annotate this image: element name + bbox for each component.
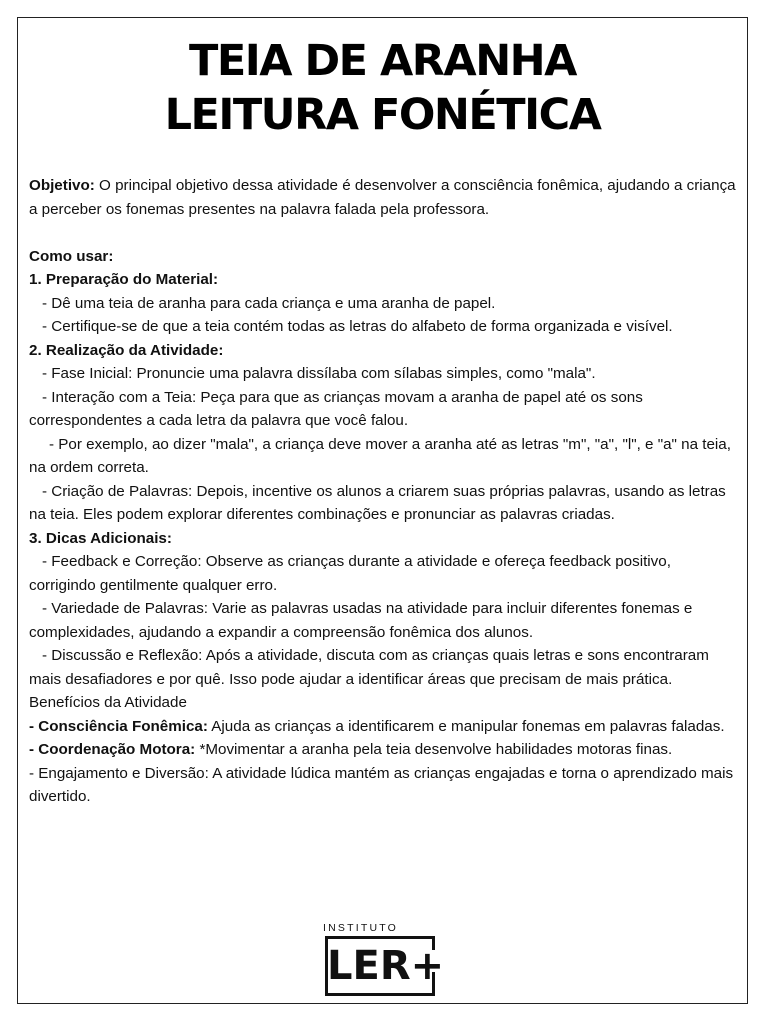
objective-text: O principal objetivo dessa atividade é desenvolver a consciência fonêmica, ajudando a criança a perceber os fonemas presentes na palavra falada pela professora. xyxy=(29,177,736,218)
list-item: - Por exemplo, ao dizer "mala", a criança deve mover a aranha até as letras "m", "a", "l", e "a" na teia, na ordem correta. xyxy=(29,435,731,476)
section-1-heading-text: 1. Preparação do Material: xyxy=(29,271,219,288)
benefit-item-engagement: - Engajamento e Diversão: A atividade lúdica mantém as crianças engajadas e torna o aprendizado mais divertido. xyxy=(29,764,734,805)
benefit-text: *Movimentar a aranha pela teia desenvolve habilidades motoras finas. xyxy=(195,741,673,758)
title-line-2: LEITURA FONÉTICA xyxy=(164,90,601,140)
list-item: - Interação com a Teia: Peça para que as crianças movam a aranha de papel até os sons correspondentes a cada letra da palavra que você falou. xyxy=(29,388,643,429)
section-3-heading xyxy=(29,527,741,551)
logo-label: INSTITUTO xyxy=(323,922,399,934)
instituto-ler-logo xyxy=(323,922,447,1000)
benefit-label: - Consciência Fonêmica: xyxy=(29,717,208,735)
title-line-1: TEIA DE ARANHA xyxy=(189,36,576,86)
section-2-heading xyxy=(29,339,741,363)
logo-text: LER+ xyxy=(327,943,445,989)
benefits-heading: Benefícios da Atividade xyxy=(29,694,187,711)
list-item: - Dê uma teia de aranha para cada criança e uma aranha de papel. xyxy=(42,294,496,312)
list-item: - Fase Inicial: Pronuncie uma palavra dissílaba com sílabas simples, como "mala". xyxy=(42,365,596,382)
benefit-item-phonemic xyxy=(29,715,741,739)
section-3-heading-text: 3. Dicas Adicionais: xyxy=(29,529,172,547)
list-item: - Certifique-se de que a teia contém todas as letras do alfabeto de forma organizada e visível. xyxy=(42,318,673,335)
benefit-text: Ajuda as crianças a identificarem e manipular fonemas em palavras faladas. xyxy=(207,717,725,735)
section-1-heading xyxy=(29,268,741,292)
benefit-label: - Coordenação Motora: xyxy=(29,741,196,758)
list-item: - Variedade de Palavras: Varie as palavras usadas na atividade para incluir diferentes fonemas e complexidades, ajudando a expandir a compreensão fonêmica dos alunos. xyxy=(29,600,693,641)
how-to-use-heading-text: Como usar: xyxy=(29,247,114,265)
document-body xyxy=(29,174,741,809)
how-to-use-heading xyxy=(29,245,741,269)
list-item: - Discussão e Reflexão: Após a atividade, discuta com as crianças quais letras e sons encontraram mais desafiadores e por quê. Isso pode ajudar a identificar áreas que precisam de mais prática. xyxy=(29,647,709,688)
benefit-item-motor xyxy=(29,738,741,762)
page-title xyxy=(17,34,748,142)
section-2-heading-text: 2. Realização da Atividade: xyxy=(29,341,224,359)
objective-label: Objetivo: xyxy=(29,177,95,194)
spacer xyxy=(29,221,741,245)
list-item: - Criação de Palavras: Depois, incentive os alunos a criarem suas próprias palavras, usando as letras na teia. Eles podem explorar diferentes combinações e pronunciar as palavras criadas. xyxy=(29,482,726,523)
objective-paragraph xyxy=(29,174,741,221)
list-item: - Feedback e Correção: Observe as crianças durante a atividade e ofereça feedback positivo, corrigindo gentilmente qualquer erro. xyxy=(29,553,671,594)
